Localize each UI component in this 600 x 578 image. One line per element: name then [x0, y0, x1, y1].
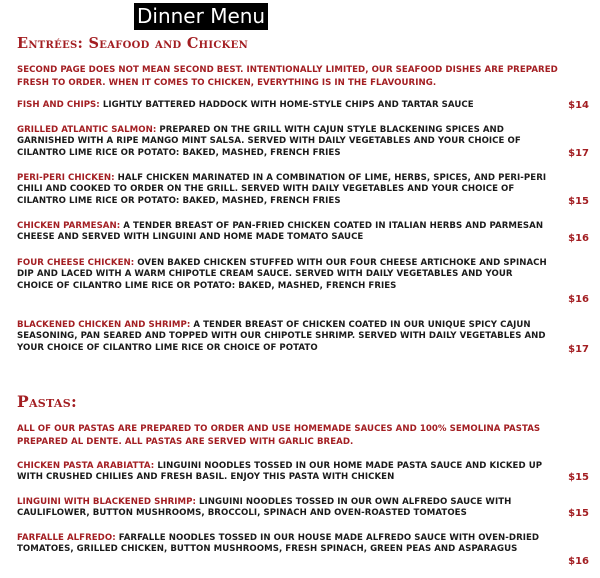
item-price: $15 [568, 508, 589, 519]
menu-item-linguini-with-blackened-shrimp [17, 497, 589, 520]
item-price: $16 [568, 556, 589, 567]
item-description: FARFALLE NOODLES TOSSED IN OUR HOUSE MADE ALFREDO SAUCE WITH OVEN-DRIED TOMATOES, GRILLED CHICKEN, BUTTON MUSHROOMS, FRESH SPINACH, GREEN PEAS AND ASPARAGUS [17, 533, 540, 555]
item-description: HALF CHICKEN MARINATED IN A COMBINATION OF LIME, HERBS, SPICES, AND PERI-PERI CHILI AND COOKED TO ORDER ON THE GRILL. SERVED WITH DAILY VEGETABLES AND YOUR CHOICE OF CILANTRO LIME RICE OR POTATO: BAKED, MASHED, FRENCH FRIES [17, 173, 547, 206]
menu-item-grilled-atlantic-salmon [17, 125, 589, 159]
menu-item-four-cheese-chicken [17, 258, 589, 305]
item-price: $17 [568, 344, 589, 355]
item-description: A TENDER BREAST OF CHICKEN COATED IN OUR UNIQUE SPICY CAJUN SEASONING, PAN SEARED AND TOPPED WITH OUR CHIPOTLE SHRIMP. SERVED WITH DAILY VEGETABLES AND YOUR CHOICE OF CILANTRO LIME RICE OR CHOICE OF POTATO [17, 320, 546, 353]
item-text [17, 461, 547, 484]
section-heading-entrees: Entrées: Seafood and Chicken [17, 35, 249, 52]
item-text [17, 125, 547, 159]
item-price: $15 [568, 196, 589, 207]
section-intro-entrees: SECOND PAGE DOES NOT MEAN SECOND BEST. INTENTIONALLY LIMITED, OUR SEAFOOD DISHES ARE PREPARED FRESH TO ORDER. WHEN IT COMES TO CHICKEN, EVERYTHING IS IN THE FLAVOURING. [17, 65, 558, 88]
section-heading-pastas: Pastas: [17, 392, 78, 411]
menu-item-chicken-parmesan [17, 221, 589, 244]
item-price: $16 [568, 233, 589, 244]
item-text [17, 258, 547, 292]
item-name: FISH AND CHIPS: [17, 100, 100, 110]
menu-title: Dinner Menu [134, 3, 268, 30]
item-text [17, 320, 547, 354]
item-description: OVEN BAKED CHICKEN STUFFED WITH OUR FOUR CHEESE ARTICHOKE AND SPINACH DIP AND LACED WITH A WARM CHIPOTLE CREAM SAUCE. SERVED WITH DAILY VEGETABLES AND YOUR CHOICE OF CILANTRO LIME RICE OR POTATO: BAKED, MASHED, FRENCH FRIES [17, 258, 547, 291]
section-intro-pastas: ALL OF OUR PASTAS ARE PREPARED TO ORDER AND USE HOMEMADE SAUCES AND 100% SEMOLINA PASTAS PREPARED AL DENTE. ALL PASTAS ARE SERVED WITH GARLIC BREAD. [17, 424, 541, 447]
item-description: A TENDER BREAST OF PAN-FRIED CHICKEN COATED IN ITALIAN HERBS AND PARMESAN CHEESE AND SERVED WITH LINGUINI AND HOME MADE TOMATO SAUCE [17, 221, 544, 243]
item-name: CHICKEN PASTA ARABIATTA: [17, 461, 155, 471]
item-text [17, 221, 547, 244]
item-price: $15 [568, 472, 589, 483]
item-name: BLACKENED CHICKEN AND SHRIMP: [17, 320, 191, 330]
item-text [17, 533, 547, 556]
item-name: CHICKEN PARMESAN: [17, 221, 121, 231]
item-description: PREPARED ON THE GRILL WITH CAJUN STYLE BLACKENING SPICES AND GARNISHED WITH A RIPE MANGO MINT SALSA. SERVED WITH DAILY VEGETABLES AND YOUR CHOICE OF CILANTRO LIME RICE OR POTATO: BAKED, MASHED, FRENCH FRIES [17, 125, 521, 158]
item-description: LINGUINI NOODLES TOSSED IN OUR OWN ALFREDO SAUCE WITH CAULIFLOWER, BUTTON MUSHROOMS, BROCCOLI, SPINACH AND OVEN-ROASTED TOMATOES [17, 497, 512, 519]
item-text [17, 173, 547, 207]
menu-item-farfalle-alfredo [17, 533, 589, 567]
menu-item-fish-and-chips [17, 100, 589, 111]
item-description: LINGUINI NOODLES TOSSED IN OUR HOME MADE PASTA SAUCE AND KICKED UP WITH CRUSHED CHILIES AND FRESH BASIL. ENJOY THIS PASTA WITH CHICKEN [17, 461, 543, 483]
item-name: PERI-PERI CHICKEN: [17, 173, 115, 183]
item-text [17, 100, 547, 111]
menu-item-chicken-pasta-arabiatta [17, 461, 589, 484]
item-description: LIGHTLY BATTERED HADDOCK WITH HOME-STYLE CHIPS AND TARTAR SAUCE [102, 100, 474, 110]
item-price: $14 [568, 100, 589, 111]
menu-item-peri-peri-chicken [17, 173, 589, 207]
item-text [17, 497, 547, 520]
item-name: GRILLED ATLANTIC SALMON: [17, 125, 157, 135]
item-name: FOUR CHEESE CHICKEN: [17, 258, 135, 268]
item-price: $16 [568, 294, 589, 305]
item-price: $17 [568, 148, 589, 159]
item-name: FARFALLE ALFREDO: [17, 533, 116, 543]
item-name: LINGUINI WITH BLACKENED SHRIMP: [17, 497, 196, 507]
menu-item-blackened-chicken-and-shrimp [17, 320, 589, 354]
